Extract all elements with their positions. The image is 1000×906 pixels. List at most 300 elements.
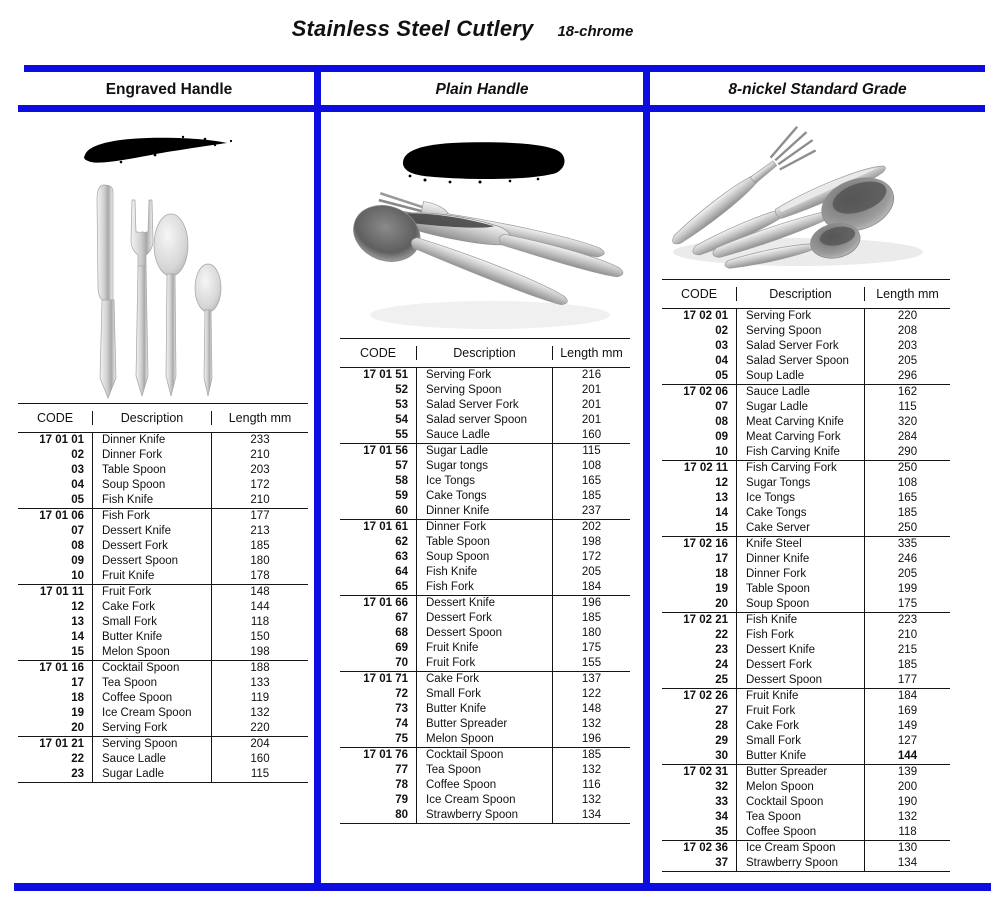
cell-description: Melon Spoon (93, 645, 212, 660)
cell-code: 10 (18, 569, 93, 584)
cell-length: 296 (897, 370, 918, 382)
cell-description: Sauce Ladle (417, 428, 553, 443)
cell-length: 119 (250, 692, 270, 704)
cell-description: Table Spoon (737, 582, 865, 597)
table-row (18, 569, 308, 584)
cell-description: Small Fork (737, 734, 865, 749)
table-row (662, 567, 950, 582)
cell-description: Fruit Knife (417, 641, 553, 656)
cell-description: Coffee Spoon (737, 825, 865, 840)
cell-length: 204 (250, 738, 270, 750)
table-row (662, 491, 950, 506)
cell-length: 185 (250, 540, 270, 552)
cell-length: 162 (897, 386, 918, 398)
table-row (18, 463, 308, 478)
table-row (18, 661, 308, 676)
cell-code: 07 (662, 400, 737, 415)
cell-code: 17 01 11 (18, 585, 93, 600)
cell-length: 198 (581, 536, 602, 548)
cell-code: 18 (18, 691, 93, 706)
cell-code: 63 (340, 550, 417, 565)
cell-description: Fruit Knife (737, 689, 865, 704)
cell-length: 201 (581, 414, 602, 426)
cell-code: 59 (340, 489, 417, 504)
cell-description: Butter Knife (417, 702, 553, 717)
code-group (340, 368, 630, 444)
cell-description: Soup Spoon (417, 550, 553, 565)
cell-description: Serving Spoon (93, 737, 212, 752)
table-row (18, 721, 308, 736)
page-title (0, 16, 925, 42)
cell-length: 134 (581, 809, 602, 821)
table-row (340, 732, 630, 747)
cell-length: 137 (581, 673, 602, 685)
table-row (340, 428, 630, 443)
cell-description: Dinner Knife (737, 552, 865, 567)
cell-length: 246 (897, 553, 918, 565)
cell-description: Fish Carving Fork (737, 461, 865, 476)
table-row (340, 504, 630, 519)
cell-length: 190 (897, 796, 918, 808)
column-header-cell-length: Length mm (228, 411, 292, 425)
cell-code: 20 (662, 597, 737, 612)
column-header-cell-code: CODE (340, 346, 417, 360)
table-row (340, 748, 630, 763)
cell-length: 205 (897, 355, 918, 367)
table-row (340, 459, 630, 474)
cell-description: Table Spoon (417, 535, 553, 550)
cell-length: 203 (250, 464, 270, 476)
table-row (662, 430, 950, 445)
cell-description: Meat Carving Fork (737, 430, 865, 445)
table-row (340, 550, 630, 565)
cell-description: Tea Spoon (737, 810, 865, 825)
cell-code: 17 01 01 (18, 433, 93, 448)
cell-length: 185 (897, 507, 918, 519)
cell-description: Butter Spreader (417, 717, 553, 732)
cell-code: 32 (662, 780, 737, 795)
cell-code: 17 02 36 (662, 841, 737, 856)
cell-code: 65 (340, 580, 417, 595)
cell-length: 160 (250, 753, 270, 765)
cell-description: Sugar Ladle (93, 767, 212, 782)
cell-description: Sugar Ladle (417, 444, 553, 459)
table-row (662, 461, 950, 476)
cell-code: 17 01 51 (340, 368, 417, 383)
code-group (662, 537, 950, 613)
table-row (340, 656, 630, 671)
cell-code: 14 (18, 630, 93, 645)
column-header-cell-description: Description (93, 411, 212, 425)
cell-length: 185 (581, 612, 602, 624)
cell-description: Cocktail Spoon (417, 748, 553, 763)
cell-length: 237 (581, 505, 602, 517)
table-row (662, 506, 950, 521)
cell-length: 335 (897, 538, 918, 550)
cell-code: 22 (662, 628, 737, 643)
table-row (18, 539, 308, 554)
table-row (662, 673, 950, 688)
cell-code: 73 (340, 702, 417, 717)
table-row (662, 765, 950, 780)
cell-length: 185 (897, 659, 918, 671)
cell-code: 54 (340, 413, 417, 428)
cell-code: 02 (18, 448, 93, 463)
table-row (18, 585, 308, 600)
cell-length: 132 (897, 811, 918, 823)
cell-length: 139 (897, 766, 918, 778)
cell-description: Dinner Knife (93, 433, 212, 448)
cell-length: 220 (897, 310, 918, 322)
cell-description: Dessert Knife (93, 524, 212, 539)
cell-length: 199 (897, 583, 918, 595)
column-header-cell-description: Description (737, 287, 865, 301)
cell-description: Dessert Spoon (93, 554, 212, 569)
table-row (18, 737, 308, 752)
cell-length: 210 (897, 629, 918, 641)
cell-code: 09 (18, 554, 93, 569)
column-header-engraved: Engraved Handle (105, 81, 233, 98)
cell-description: Coffee Spoon (417, 778, 553, 793)
cell-code: 23 (662, 643, 737, 658)
engraved-handle-table (18, 403, 308, 783)
cell-code: 03 (662, 339, 737, 354)
code-group (340, 748, 630, 824)
cell-code: 17 01 16 (18, 661, 93, 676)
cell-code: 53 (340, 398, 417, 413)
cell-description: Sugar tongs (417, 459, 553, 474)
cell-code: 05 (18, 493, 93, 508)
code-group (662, 385, 950, 461)
cell-code: 08 (662, 415, 737, 430)
cell-code: 62 (340, 535, 417, 550)
cell-code: 13 (18, 615, 93, 630)
cell-code: 29 (662, 734, 737, 749)
table-row (662, 810, 950, 825)
cell-length: 250 (897, 462, 918, 474)
cell-length: 203 (897, 340, 918, 352)
cell-length: 233 (250, 434, 270, 446)
cell-description: Fruit Fork (737, 704, 865, 719)
table-row (18, 767, 308, 782)
cell-description: Ice Cream Spoon (417, 793, 553, 808)
table-row (662, 780, 950, 795)
cell-description: Salad Server Spoon (737, 354, 865, 369)
table-row (18, 706, 308, 721)
table-row (340, 444, 630, 459)
table-row (340, 793, 630, 808)
cell-length: 144 (897, 750, 918, 762)
cell-code: 17 01 71 (340, 672, 417, 687)
cell-length: 118 (898, 826, 917, 838)
cell-description: Sugar Ladle (737, 400, 865, 415)
table-row (662, 369, 950, 384)
cell-code: 17 02 06 (662, 385, 737, 400)
cell-description: Fish Fork (417, 580, 553, 595)
cell-length: 290 (897, 446, 918, 458)
table-row (662, 734, 950, 749)
cell-description: Cocktail Spoon (737, 795, 865, 810)
cell-length: 213 (250, 525, 270, 537)
cell-code: 79 (340, 793, 417, 808)
table-row (662, 537, 950, 552)
table-row (340, 611, 630, 626)
table-row (662, 643, 950, 658)
page-title-main: Stainless Steel Cutlery (291, 16, 534, 41)
cell-length: 115 (898, 401, 917, 413)
cell-length: 201 (581, 384, 602, 396)
cell-description: Ice Cream Spoon (737, 841, 865, 856)
cell-code: 17 01 21 (18, 737, 93, 752)
cell-description: Dessert Fork (417, 611, 553, 626)
table-row (662, 385, 950, 400)
table-row (18, 478, 308, 493)
table-row (340, 565, 630, 580)
cell-length: 284 (897, 431, 918, 443)
cell-length: 144 (250, 601, 270, 613)
cell-length: 196 (581, 597, 602, 609)
cell-description: Dessert Spoon (737, 673, 865, 688)
cell-length: 208 (897, 325, 918, 337)
cell-length: 148 (250, 586, 270, 598)
table-header-row (662, 280, 950, 309)
column-header-cell-length: Length mm (560, 346, 623, 360)
cell-length: 118 (250, 616, 270, 628)
cell-code: 69 (340, 641, 417, 656)
table-row (662, 582, 950, 597)
cell-code: 09 (662, 430, 737, 445)
cell-code: 04 (662, 354, 737, 369)
cell-description: Tea Spoon (417, 763, 553, 778)
table-row (18, 630, 308, 645)
code-group (340, 444, 630, 520)
cell-code: 17 01 61 (340, 520, 417, 535)
table-row (662, 719, 950, 734)
code-group (340, 596, 630, 672)
code-group (662, 309, 950, 385)
cell-length: 188 (250, 662, 270, 674)
cell-code: 05 (662, 369, 737, 384)
cell-length: 184 (897, 690, 918, 702)
table-row (18, 752, 308, 767)
code-group (340, 520, 630, 596)
table-row (18, 433, 308, 448)
knife-illustration (97, 185, 116, 398)
cell-length: 165 (581, 475, 602, 487)
table-row (662, 749, 950, 764)
cell-code: 68 (340, 626, 417, 641)
cell-description: Cake Fork (417, 672, 553, 687)
cell-code: 12 (18, 600, 93, 615)
cell-description: Dinner Fork (93, 448, 212, 463)
cell-code: 75 (340, 732, 417, 747)
cell-description: Cake Tongs (737, 506, 865, 521)
cell-description: Dinner Fork (737, 567, 865, 582)
table-row (18, 448, 308, 463)
table-row (662, 689, 950, 704)
table-row (662, 856, 950, 871)
column-divider-1 (314, 65, 321, 890)
cell-code: 17 (18, 676, 93, 691)
table-row (662, 795, 950, 810)
table-row (18, 524, 308, 539)
column-header-cell-length: Length mm (876, 287, 939, 301)
table-row (662, 628, 950, 643)
nickel-grade-cutlery-image (648, 112, 960, 280)
code-group (18, 661, 308, 737)
plain-handle-sample (403, 142, 565, 183)
bottom-rule (14, 883, 991, 891)
cell-length: 133 (250, 677, 270, 689)
cell-description: Fruit Knife (93, 569, 212, 584)
cell-code: 04 (18, 478, 93, 493)
cell-length: 132 (581, 718, 602, 730)
cell-length: 200 (897, 781, 918, 793)
table-row (18, 600, 308, 615)
table-row (340, 368, 630, 383)
code-group (18, 433, 308, 509)
cell-length: 132 (250, 707, 270, 719)
top-rule (24, 65, 985, 72)
table-row (662, 597, 950, 612)
table-row (340, 535, 630, 550)
cell-code: 17 02 21 (662, 613, 737, 628)
cell-length: 175 (581, 642, 602, 654)
column-header-plain: Plain Handle (435, 81, 529, 98)
code-group (18, 737, 308, 783)
column-header-cell-code: CODE (662, 287, 737, 301)
cell-length: 202 (581, 521, 602, 533)
cell-code: 17 02 16 (662, 537, 737, 552)
cell-code: 17 01 56 (340, 444, 417, 459)
cell-code: 77 (340, 763, 417, 778)
cell-length: 178 (250, 570, 270, 582)
cell-description: Melon Spoon (737, 780, 865, 795)
cell-length: 108 (581, 460, 602, 472)
table-row (340, 672, 630, 687)
table-row (662, 354, 950, 369)
cell-description: Fruit Fork (93, 585, 212, 600)
cell-description: Soup Spoon (93, 478, 212, 493)
cell-length: 149 (897, 720, 918, 732)
cell-code: 37 (662, 856, 737, 871)
table-row (662, 613, 950, 628)
cell-length: 196 (581, 733, 602, 745)
cell-code: 72 (340, 687, 417, 702)
table-row (662, 400, 950, 415)
cell-description: Dessert Knife (417, 596, 553, 611)
cell-length: 180 (581, 627, 602, 639)
cell-description: Ice Tongs (737, 491, 865, 506)
cell-length: 150 (250, 631, 270, 643)
table-row (662, 339, 950, 354)
cell-code: 64 (340, 565, 417, 580)
table-row (340, 474, 630, 489)
cell-length: 210 (250, 494, 270, 506)
cell-description: Butter Knife (737, 749, 865, 764)
cell-description: Sugar Tongs (737, 476, 865, 491)
cell-length: 223 (897, 614, 918, 626)
cell-length: 172 (250, 479, 270, 491)
cell-code: 25 (662, 673, 737, 688)
table-row (662, 521, 950, 536)
table-row (662, 309, 950, 324)
cell-description: Small Fork (417, 687, 553, 702)
cell-description: Small Fork (93, 615, 212, 630)
cell-description: Meat Carving Knife (737, 415, 865, 430)
cell-description: Serving Fork (417, 368, 553, 383)
cell-code: 23 (18, 767, 93, 782)
teaspoon-illustration (195, 264, 221, 396)
cell-description: Salad Server Fork (417, 398, 553, 413)
table-row (18, 691, 308, 706)
table-row (340, 641, 630, 656)
cell-description: Soup Ladle (737, 369, 865, 384)
cell-description: Coffee Spoon (93, 691, 212, 706)
cell-description: Fish Carving Knife (737, 445, 865, 460)
cell-length: 177 (250, 510, 270, 522)
table-row (18, 493, 308, 508)
cell-code: 60 (340, 504, 417, 519)
cell-code: 28 (662, 719, 737, 734)
cell-description: Salad Server Fork (737, 339, 865, 354)
code-group (662, 689, 950, 765)
cell-code: 34 (662, 810, 737, 825)
cell-description: Serving Spoon (737, 324, 865, 339)
table-row (18, 676, 308, 691)
cell-code: 17 02 26 (662, 689, 737, 704)
table-row (340, 687, 630, 702)
cell-code: 17 01 06 (18, 509, 93, 524)
cell-code: 14 (662, 506, 737, 521)
cell-description: Dessert Fork (737, 658, 865, 673)
cell-description: Dessert Fork (93, 539, 212, 554)
cell-length: 132 (581, 794, 602, 806)
cell-description: Table Spoon (93, 463, 212, 478)
cell-description: Fish Knife (737, 613, 865, 628)
plain-handle-cutlery-image (340, 130, 630, 350)
cell-length: 115 (582, 445, 601, 457)
cell-description: Cocktail Spoon (93, 661, 212, 676)
cell-description: Serving Fork (93, 721, 212, 736)
plain-handle-table (340, 338, 630, 824)
cell-length: 185 (581, 490, 602, 502)
cell-description: Serving Spoon (417, 383, 553, 398)
cell-length: 108 (897, 477, 918, 489)
table-header-row (18, 404, 308, 433)
cell-code: 30 (662, 749, 737, 764)
cell-code: 74 (340, 717, 417, 732)
table-row (18, 645, 308, 660)
cell-code: 02 (662, 324, 737, 339)
cell-length: 148 (581, 703, 602, 715)
table-row (662, 476, 950, 491)
cell-length: 130 (897, 842, 918, 854)
header-bottom-rule (18, 105, 985, 112)
column-header-cell-description: Description (417, 346, 553, 360)
cell-code: 27 (662, 704, 737, 719)
cell-description: Cake Tongs (417, 489, 553, 504)
cell-code: 33 (662, 795, 737, 810)
cell-code: 52 (340, 383, 417, 398)
cell-code: 57 (340, 459, 417, 474)
cell-length: 122 (581, 688, 602, 700)
cell-description: Fish Knife (93, 493, 212, 508)
cell-length: 210 (250, 449, 270, 461)
cell-description: Sauce Ladle (93, 752, 212, 767)
cell-description: Sauce Ladle (737, 385, 865, 400)
cell-code: 19 (662, 582, 737, 597)
